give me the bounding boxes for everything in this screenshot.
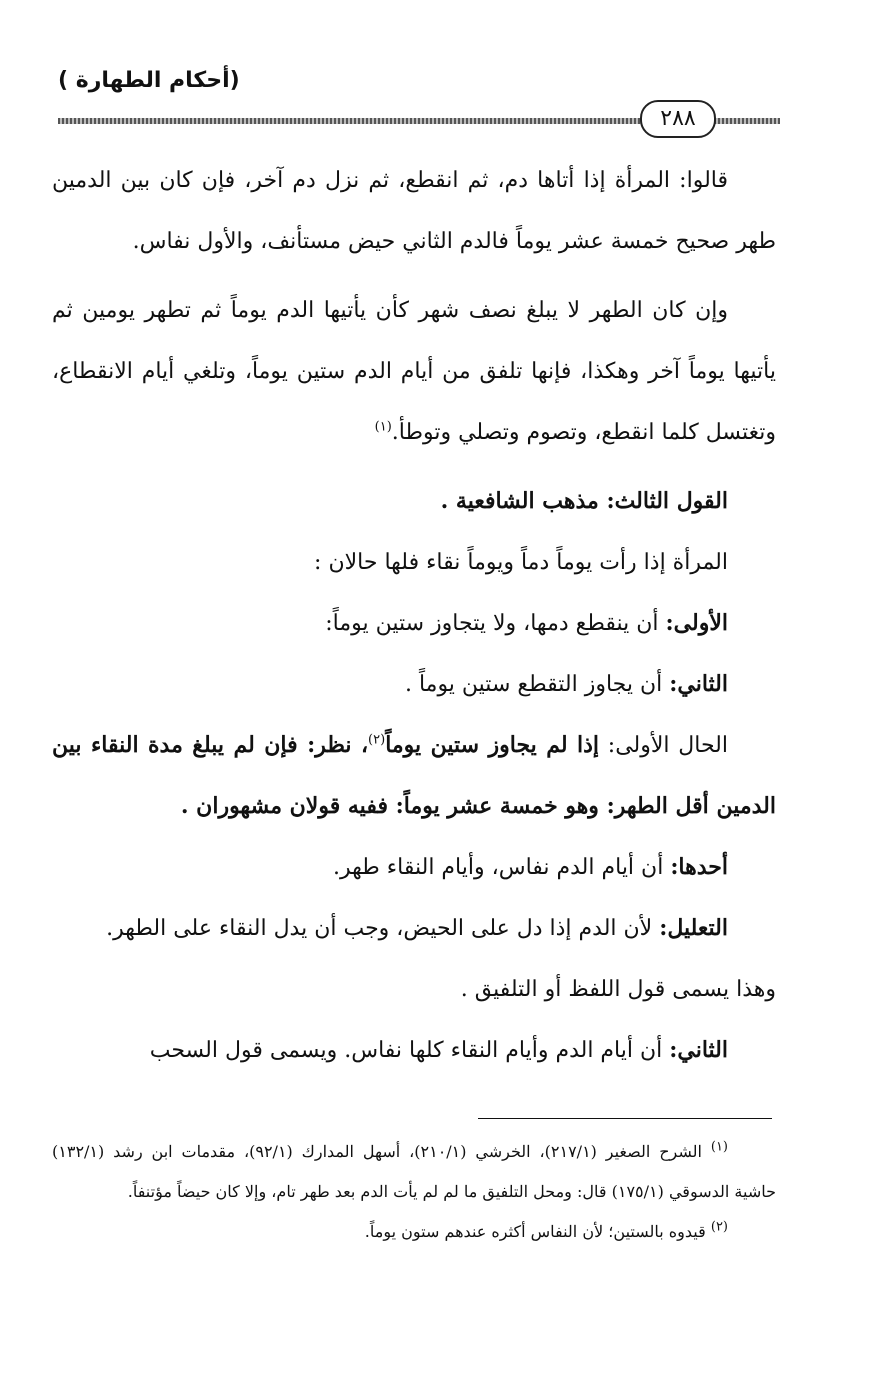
paragraph-9-label: التعليل: <box>659 915 728 941</box>
paragraph-5-label: الأولى: <box>665 610 728 636</box>
paragraph-8-label: أحدها: <box>670 854 728 880</box>
footnote-2 <box>52 1212 776 1252</box>
footnote-2-text: قيدوه بالستين؛ لأن النفاس أكثره عندهم ستون يوماً. <box>364 1222 711 1241</box>
paragraph-1-text: قالوا: المرأة إذا أتاها دم، ثم انقطع، ثم نزل دم آخر، فإن كان بين الدمين طهر صحيح خمسة عشر يوماً فالدم الثاني حيض مستأنف، والأول نفاس. <box>52 168 776 254</box>
footnote-separator <box>478 1118 772 1119</box>
paragraph-7-bold: إذا لم يجاوز ستين يوماً <box>385 732 600 758</box>
footnote-1 <box>52 1132 776 1212</box>
footnote-ref-1: (١) <box>374 419 392 435</box>
paragraph-5-text: أن ينقطع دمها، ولا يتجاوز ستين يوماً: <box>325 611 666 636</box>
paragraph-2-text: وإن كان الطهر لا يبلغ نصف شهر كأن يأتيها الدم يوماً ثم تطهر يومين ثم يأتيها يوماً آخر وهكذا، فإنها تلفق من أيام الدم ستين يوماً، وتلغي أيام الانقطاع، وتغتسل كلما انقطع، وتصوم وتصلي وتوطأ. <box>52 298 776 445</box>
running-header-title: (أحكام الطهارة ) <box>58 68 240 93</box>
page-number: ٢٨٨ <box>640 100 716 138</box>
paragraph-9-text: لأن الدم إذا دل على الحيض، وجب أن يدل النقاء على الطهر. <box>106 916 660 941</box>
footnotes <box>52 1132 776 1252</box>
paragraph-7 <box>52 715 776 837</box>
paragraph-4 <box>52 532 776 593</box>
paragraph-6-label: الثاني: <box>669 671 728 697</box>
paragraph-11 <box>52 1020 776 1081</box>
section-heading-text: القول الثالث: مذهب الشافعية . <box>440 488 728 514</box>
paragraph-7-rest: ، نظر: فإن لم يبلغ مدة النقاء بين الدمين أقل الطهر: وهو خمسة عشر يوماً: ففيه قولان مشهوران . <box>52 732 776 819</box>
footnote-ref-2: (٢) <box>368 732 386 748</box>
section-heading <box>52 471 776 532</box>
paragraph-9 <box>52 898 776 959</box>
paragraph-11-label: الثاني: <box>669 1037 728 1063</box>
footnote-2-marker: (٢) <box>710 1219 728 1235</box>
paragraph-10-text: وهذا يسمى قول اللفظ أو التلفيق . <box>460 977 776 1002</box>
paragraph-7-lead: الحال الأولى: <box>599 733 728 758</box>
paragraph-8 <box>52 837 776 898</box>
paragraph-8-text: أن أيام الدم نفاس، وأيام النقاء طهر. <box>333 855 671 880</box>
paragraph-2 <box>52 280 776 463</box>
paragraph-11-text: أن أيام الدم وأيام النقاء كلها نفاس. ويسمى قول السحب <box>149 1038 670 1063</box>
paragraph-10 <box>52 959 776 1020</box>
paragraph-1 <box>52 150 776 272</box>
paragraph-5 <box>52 593 776 654</box>
paragraph-6 <box>52 654 776 715</box>
main-text <box>52 150 776 1081</box>
paragraph-6-text: أن يجاوز التقطع ستين يوماً . <box>404 672 670 697</box>
paragraph-4-text: المرأة إذا رأت يوماً دماً ويوماً نقاء فلها حالان : <box>314 550 728 575</box>
footnote-1-text: الشرح الصغير (٢١٧/١)، الخرشي (٢١٠/١)، أسهل المدارك (٩٢/١)، مقدمات ابن رشد (١٣٢/١) حاشية الدسوقي (١٧٥/١) قال: ومحل التلفيق ما لم لم يأت الدم بعد طهر تام، وإلا كان حيضاً مؤتنفاً. <box>52 1142 776 1201</box>
footnote-1-marker: (١) <box>710 1139 728 1155</box>
